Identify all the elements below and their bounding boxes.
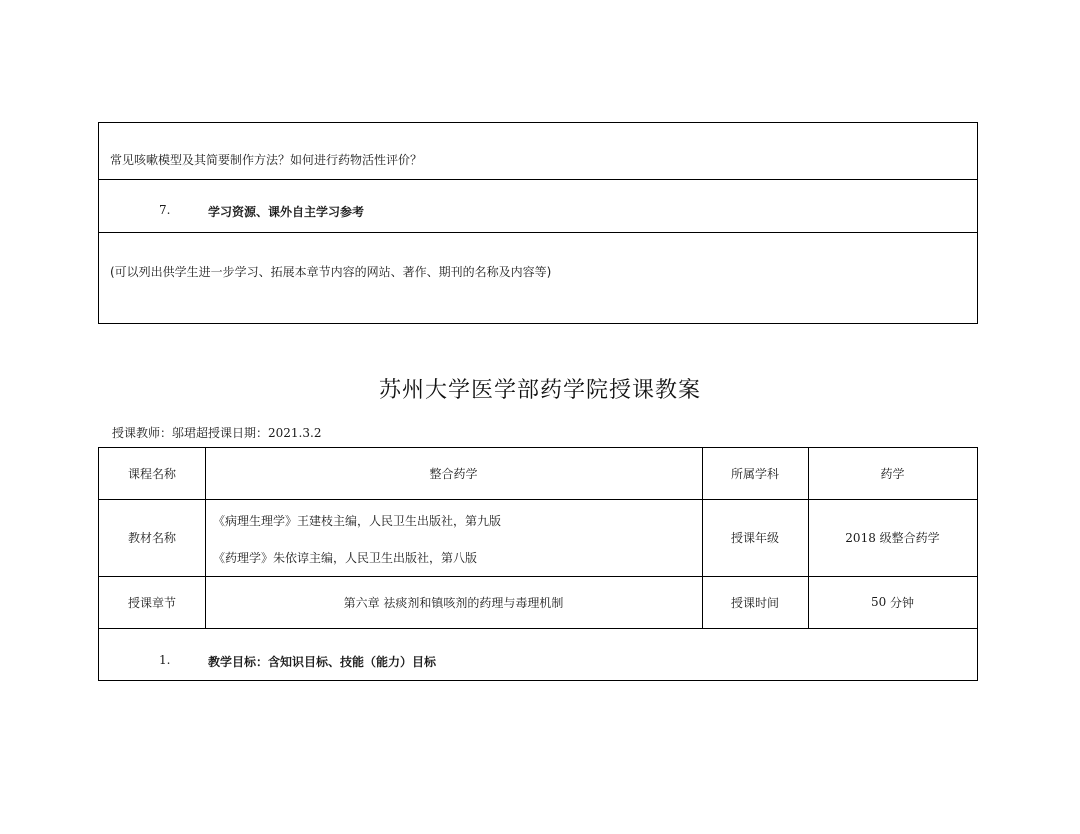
resources-hint: (可以列出供学生进一步学习、拓展本章节内容的网站、著作、期刊的名称及内容等)	[110, 265, 552, 279]
section-7-number: 7.	[159, 203, 171, 217]
discipline-value: 药学	[880, 467, 905, 481]
time-label: 授课时间	[730, 595, 779, 610]
course-value: 整合药学	[429, 467, 478, 481]
question-text: 常见咳嗽模型及其简要制作方法？如何进行药物活性评价？	[110, 153, 423, 167]
textbook-line-1: 《病理生理学》王建枝主编，人民卫生出版社，第九版	[213, 514, 502, 528]
time-unit: 分钟	[890, 595, 915, 610]
course-label: 课程名称	[127, 467, 176, 481]
grade-value	[808, 499, 977, 576]
textbook-label: 教材名称	[127, 531, 176, 545]
table-divider	[99, 628, 977, 629]
section-7-title: 学习资源、课外自主学习参考	[208, 205, 365, 219]
grade-year: 2018	[845, 530, 876, 545]
question-row	[99, 123, 977, 180]
discipline-label: 所属学科	[730, 467, 779, 481]
section-7-row	[99, 180, 977, 233]
section-1-title: 教学目标：含知识目标、技能（能力）目标	[208, 655, 437, 669]
lesson-plan-table	[98, 447, 978, 681]
textbook-line-2: 《药理学》朱依谆主编，人民卫生出版社，第八版	[213, 551, 478, 565]
time-number: 50	[870, 595, 887, 609]
chapter-value: 第六章 祛痰剂和镇咳剂的药理与毒理机制	[343, 595, 564, 610]
section-1-number: 1.	[159, 653, 171, 667]
resources-hint-row	[99, 233, 977, 323]
teacher-date-line	[112, 424, 321, 441]
lesson-date: 2021.3.2	[268, 426, 322, 440]
chapter-label: 授课章节	[127, 595, 176, 610]
grade-label: 授课年级	[730, 531, 779, 545]
resources-box	[98, 122, 978, 324]
page-title: 苏州大学医学部药学院授课教案	[378, 378, 701, 403]
grade-text: 级整合药学	[879, 531, 940, 545]
teacher-label: 授课教师：邬珺超授课日期：	[112, 426, 269, 440]
time-value	[808, 576, 977, 628]
